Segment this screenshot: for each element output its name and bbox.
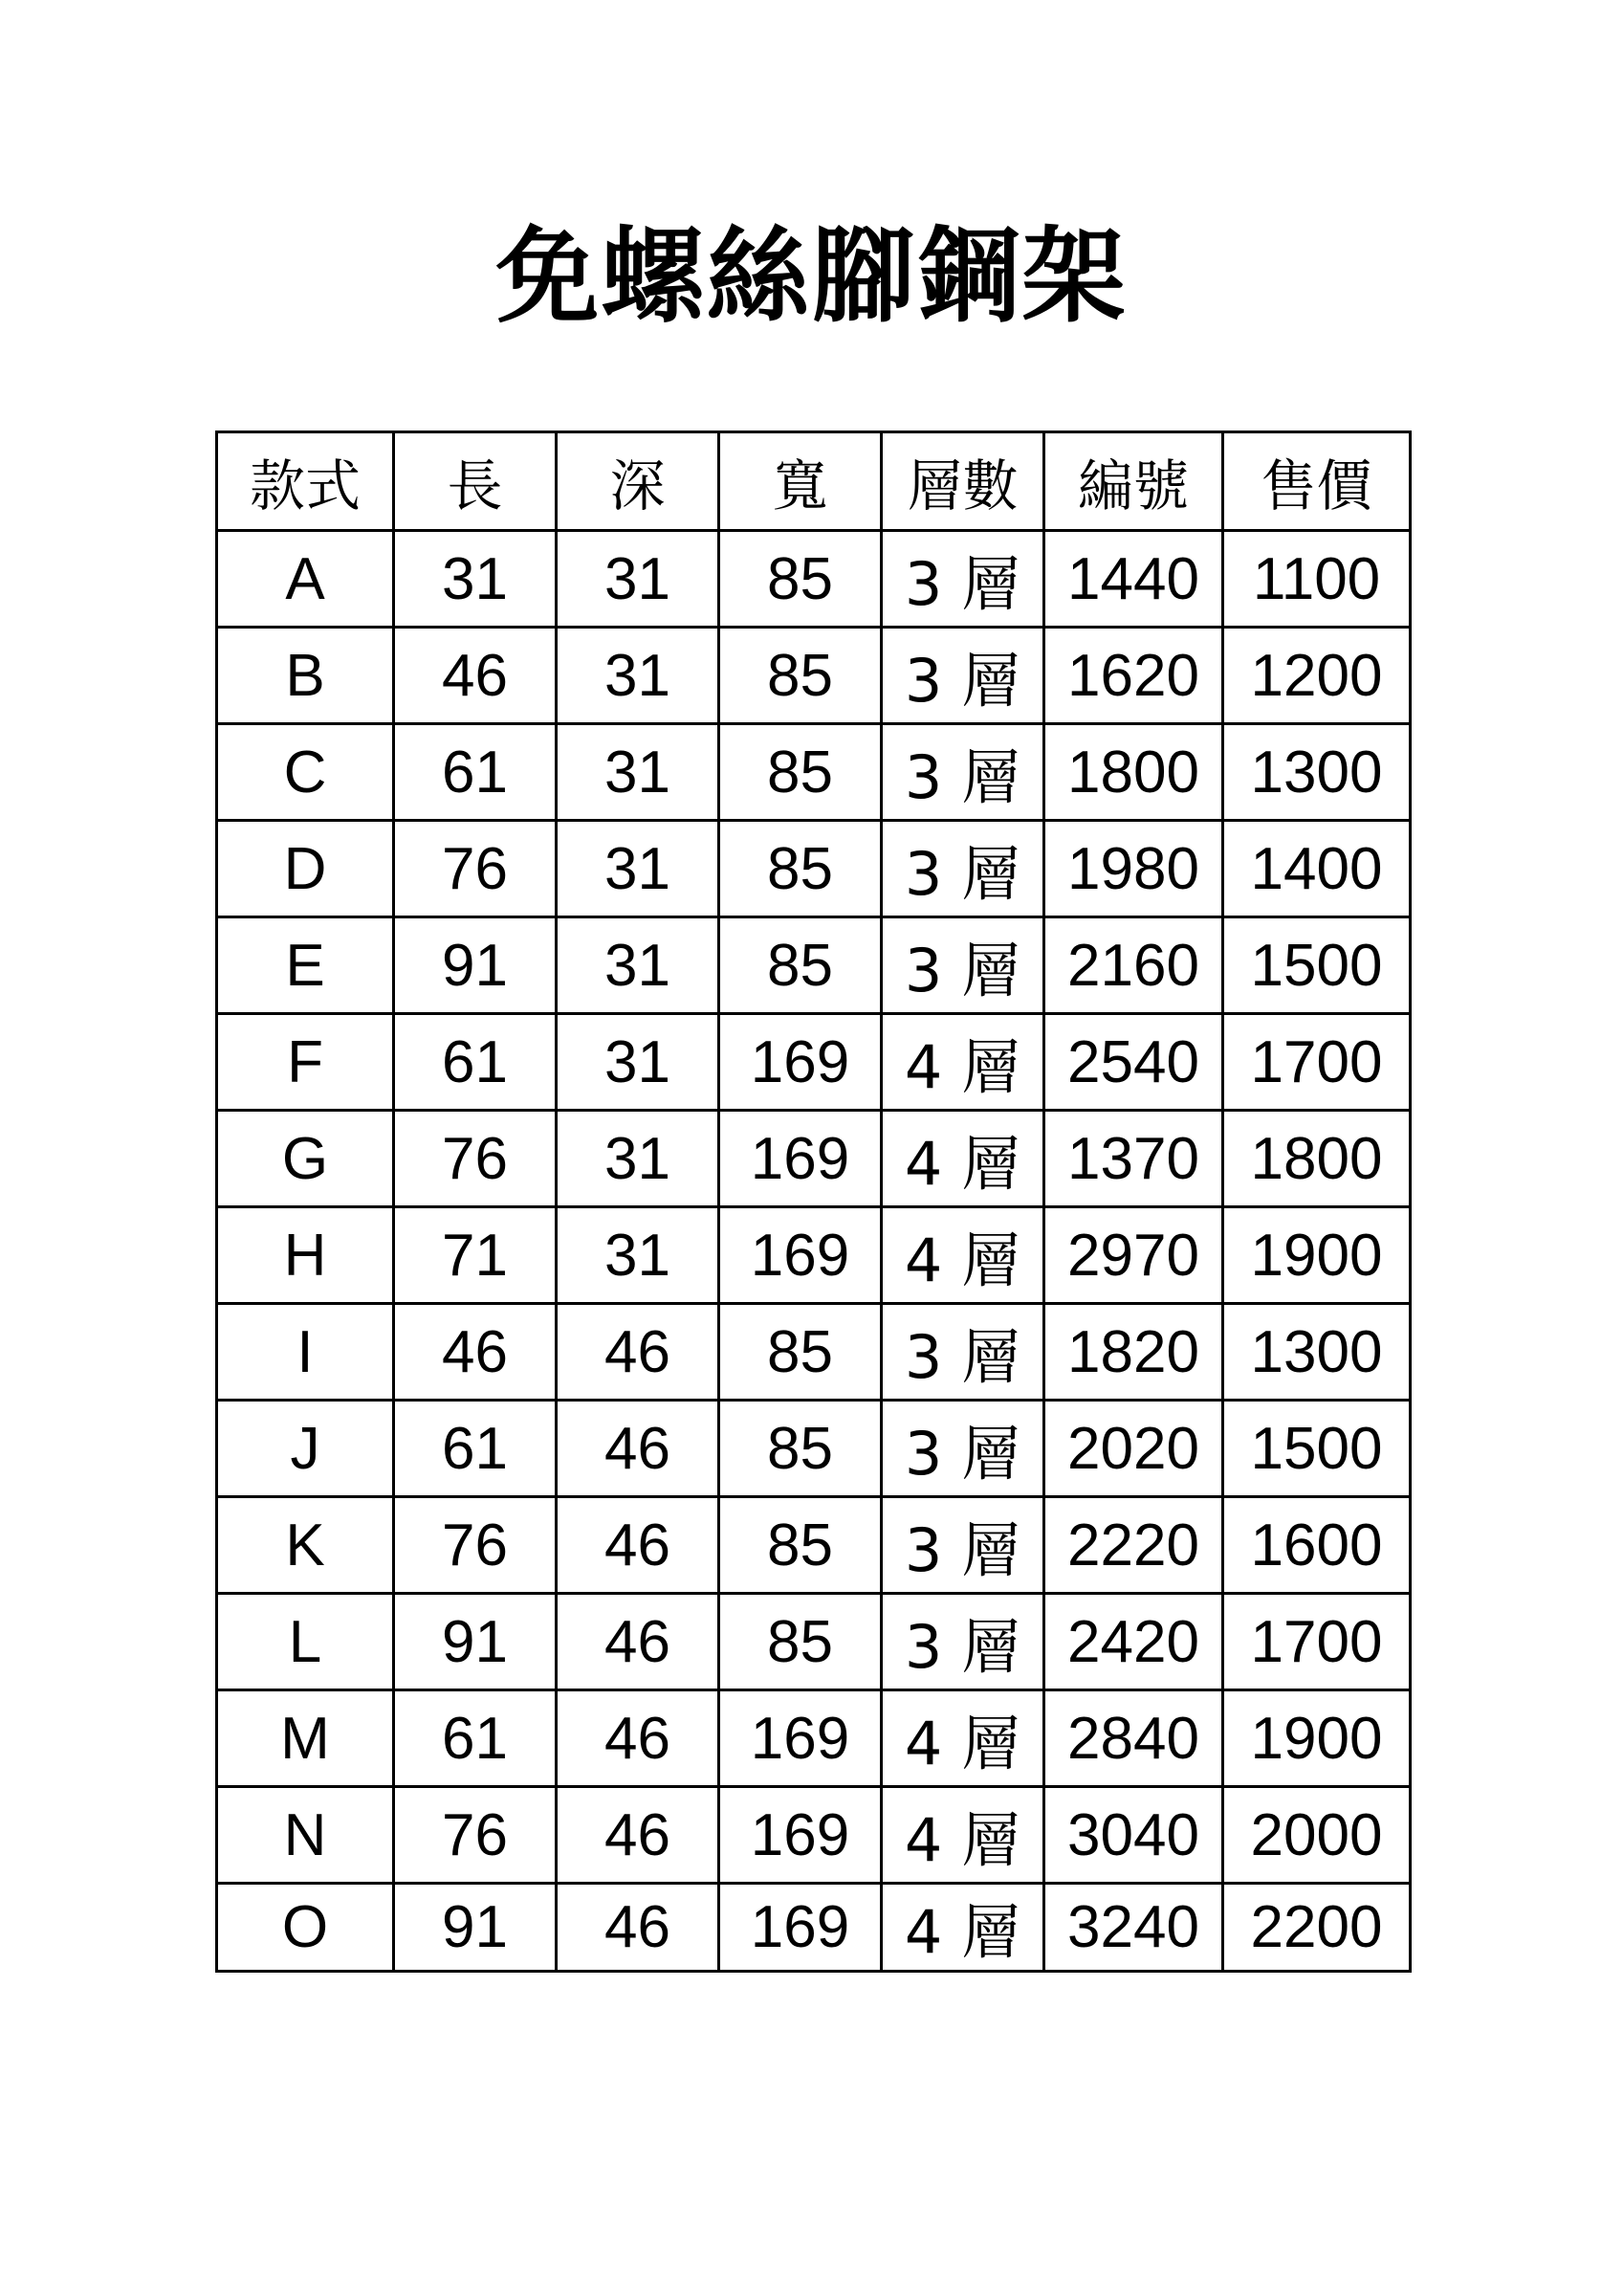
table-body: [217, 531, 1411, 1972]
style-cell: A: [217, 531, 394, 628]
width-cell: 85: [719, 1594, 882, 1690]
table-row: [217, 1690, 1411, 1787]
tiers-cell: 3 層: [882, 531, 1044, 628]
length-cell: 91: [394, 917, 557, 1014]
code-cell: 3040: [1044, 1787, 1223, 1884]
table-row: [217, 1111, 1411, 1207]
code-cell: 2220: [1044, 1497, 1223, 1594]
length-cell: 76: [394, 821, 557, 917]
table-row: [217, 821, 1411, 917]
price-cell: 1700: [1223, 1014, 1411, 1111]
length-cell: 46: [394, 1304, 557, 1401]
price-cell: 2000: [1223, 1787, 1411, 1884]
code-cell: 2020: [1044, 1401, 1223, 1497]
length-cell: 46: [394, 628, 557, 724]
price-cell: 1300: [1223, 1304, 1411, 1401]
style-cell: M: [217, 1690, 394, 1787]
price-cell: 1600: [1223, 1497, 1411, 1594]
style-cell: O: [217, 1884, 394, 1972]
price-cell: 1500: [1223, 917, 1411, 1014]
depth-cell: 46: [557, 1401, 719, 1497]
style-cell: C: [217, 724, 394, 821]
price-cell: 1900: [1223, 1690, 1411, 1787]
width-cell: 85: [719, 628, 882, 724]
width-cell: 85: [719, 821, 882, 917]
code-cell: 2970: [1044, 1207, 1223, 1304]
depth-cell: 31: [557, 1207, 719, 1304]
style-cell: I: [217, 1304, 394, 1401]
style-cell: J: [217, 1401, 394, 1497]
code-cell: 3240: [1044, 1884, 1223, 1972]
length-cell: 91: [394, 1594, 557, 1690]
width-cell: 85: [719, 1497, 882, 1594]
style-cell: H: [217, 1207, 394, 1304]
length-cell: 76: [394, 1787, 557, 1884]
tiers-cell: 3 層: [882, 917, 1044, 1014]
style-cell: F: [217, 1014, 394, 1111]
tiers-cell: 3 層: [882, 1497, 1044, 1594]
tiers-cell: 4 層: [882, 1787, 1044, 1884]
length-cell: 71: [394, 1207, 557, 1304]
code-cell: 2160: [1044, 917, 1223, 1014]
table-row: [217, 1787, 1411, 1884]
tiers-cell: 4 層: [882, 1884, 1044, 1972]
tiers-cell: 3 層: [882, 821, 1044, 917]
tiers-cell: 3 層: [882, 724, 1044, 821]
length-cell: 31: [394, 531, 557, 628]
width-cell: 169: [719, 1884, 882, 1972]
header-code: 編號: [1044, 432, 1223, 531]
depth-cell: 31: [557, 821, 719, 917]
style-cell: L: [217, 1594, 394, 1690]
width-cell: 85: [719, 1304, 882, 1401]
code-cell: 1820: [1044, 1304, 1223, 1401]
table-row: [217, 917, 1411, 1014]
header-width: 寬: [719, 432, 882, 531]
code-cell: 1370: [1044, 1111, 1223, 1207]
depth-cell: 46: [557, 1304, 719, 1401]
width-cell: 169: [719, 1014, 882, 1111]
table-row: [217, 1497, 1411, 1594]
code-cell: 1800: [1044, 724, 1223, 821]
price-cell: 1200: [1223, 628, 1411, 724]
code-cell: 2540: [1044, 1014, 1223, 1111]
width-cell: 169: [719, 1690, 882, 1787]
header-row: [217, 432, 1411, 531]
table-row: [217, 1014, 1411, 1111]
length-cell: 61: [394, 1014, 557, 1111]
length-cell: 61: [394, 1401, 557, 1497]
tiers-cell: 4 層: [882, 1014, 1044, 1111]
tiers-cell: 4 層: [882, 1207, 1044, 1304]
table-row: [217, 1207, 1411, 1304]
code-cell: 2840: [1044, 1690, 1223, 1787]
table-header: [217, 432, 1411, 531]
width-cell: 169: [719, 1207, 882, 1304]
depth-cell: 46: [557, 1594, 719, 1690]
tiers-cell: 3 層: [882, 1594, 1044, 1690]
header-length: 長: [394, 432, 557, 531]
depth-cell: 46: [557, 1787, 719, 1884]
depth-cell: 31: [557, 628, 719, 724]
style-cell: G: [217, 1111, 394, 1207]
width-cell: 85: [719, 1401, 882, 1497]
style-cell: N: [217, 1787, 394, 1884]
price-cell: 1400: [1223, 821, 1411, 917]
table-row: [217, 1594, 1411, 1690]
length-cell: 91: [394, 1884, 557, 1972]
depth-cell: 46: [557, 1884, 719, 1972]
code-cell: 1980: [1044, 821, 1223, 917]
style-cell: K: [217, 1497, 394, 1594]
tiers-cell: 3 層: [882, 1401, 1044, 1497]
price-table: [215, 430, 1412, 1973]
width-cell: 85: [719, 531, 882, 628]
depth-cell: 46: [557, 1690, 719, 1787]
code-cell: 1440: [1044, 531, 1223, 628]
header-price: 售價: [1223, 432, 1411, 531]
header-tiers: 層數: [882, 432, 1044, 531]
table-row: [217, 1304, 1411, 1401]
price-cell: 1300: [1223, 724, 1411, 821]
price-cell: 1900: [1223, 1207, 1411, 1304]
tiers-cell: 4 層: [882, 1111, 1044, 1207]
code-cell: 1620: [1044, 628, 1223, 724]
depth-cell: 31: [557, 917, 719, 1014]
price-cell: 1500: [1223, 1401, 1411, 1497]
depth-cell: 31: [557, 724, 719, 821]
price-cell: 2200: [1223, 1884, 1411, 1972]
width-cell: 169: [719, 1111, 882, 1207]
width-cell: 85: [719, 917, 882, 1014]
width-cell: 85: [719, 724, 882, 821]
width-cell: 169: [719, 1787, 882, 1884]
style-cell: D: [217, 821, 394, 917]
style-cell: B: [217, 628, 394, 724]
depth-cell: 46: [557, 1497, 719, 1594]
table-row: [217, 724, 1411, 821]
table-row: [217, 628, 1411, 724]
code-cell: 2420: [1044, 1594, 1223, 1690]
page-title: 免螺絲腳鋼架: [495, 217, 1128, 337]
table-row: [217, 531, 1411, 628]
depth-cell: 31: [557, 1014, 719, 1111]
header-depth: 深: [557, 432, 719, 531]
tiers-cell: 4 層: [882, 1690, 1044, 1787]
tiers-cell: 3 層: [882, 628, 1044, 724]
price-cell: 1700: [1223, 1594, 1411, 1690]
length-cell: 61: [394, 724, 557, 821]
price-cell: 1800: [1223, 1111, 1411, 1207]
length-cell: 76: [394, 1497, 557, 1594]
header-style: 款式: [217, 432, 394, 531]
length-cell: 76: [394, 1111, 557, 1207]
table-row: [217, 1401, 1411, 1497]
tiers-cell: 3 層: [882, 1304, 1044, 1401]
table-row: [217, 1884, 1411, 1972]
price-cell: 1100: [1223, 531, 1411, 628]
length-cell: 61: [394, 1690, 557, 1787]
depth-cell: 31: [557, 531, 719, 628]
style-cell: E: [217, 917, 394, 1014]
depth-cell: 31: [557, 1111, 719, 1207]
